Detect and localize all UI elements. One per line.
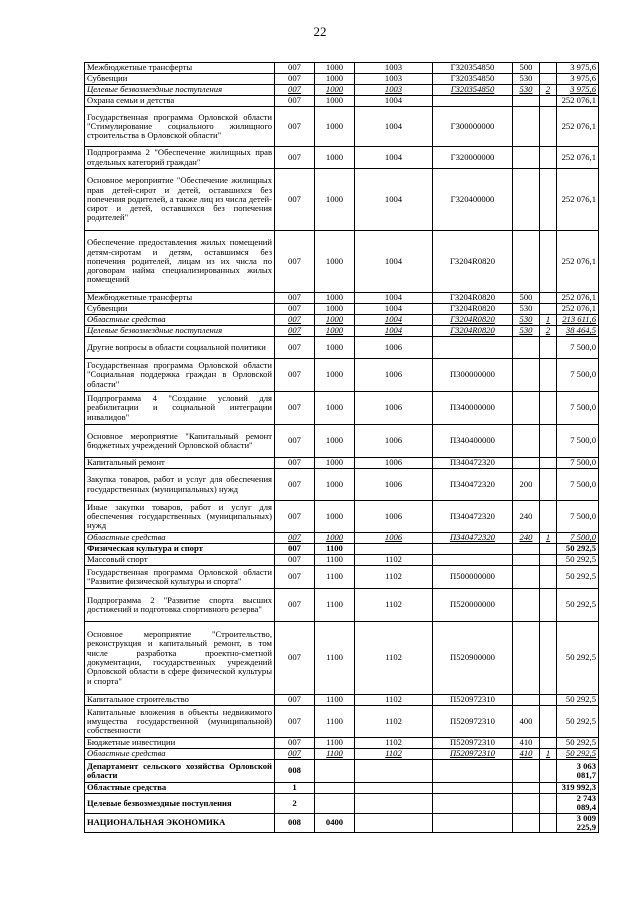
table-row <box>85 96 599 107</box>
expense-type-code <box>513 458 540 469</box>
table-row <box>85 392 599 425</box>
source-code <box>540 695 557 706</box>
section-code: 1100 <box>315 749 355 760</box>
expense-type-code: 530 <box>513 85 540 96</box>
row-name: Государственная программа Орловской области "Стимулирование социального жилищного строительства в Орловской области" <box>85 107 275 147</box>
amount: 213 611,6 <box>557 315 599 326</box>
section-code <box>315 794 355 814</box>
ved-code: 2 <box>275 794 315 814</box>
amount: 50 292,5 <box>557 544 599 555</box>
table-row <box>85 813 599 833</box>
ved-code: 007 <box>275 555 315 566</box>
source-code <box>540 293 557 304</box>
row-name: Областные средства <box>85 783 275 794</box>
subsection-code: 1102 <box>355 622 433 695</box>
ved-code: 007 <box>275 533 315 544</box>
section-code: 1000 <box>315 469 355 501</box>
section-code <box>315 783 355 794</box>
target-article-code: Г320354850 <box>433 63 513 74</box>
target-article-code <box>433 96 513 107</box>
ved-code: 007 <box>275 706 315 738</box>
row-name: Подпрограмма 2 "Развитие спорта высших достижений и подготовка спортивного резерва" <box>85 589 275 622</box>
expense-type-code <box>513 555 540 566</box>
expense-type-code <box>513 794 540 814</box>
source-code <box>540 359 557 392</box>
row-name: Бюджетные инвестиции <box>85 738 275 749</box>
table-row <box>85 706 599 738</box>
expense-type-code <box>513 96 540 107</box>
target-article-code: Г3204R0820 <box>433 326 513 337</box>
amount: 7 500,0 <box>557 392 599 425</box>
target-article-code: П520972310 <box>433 738 513 749</box>
table-row <box>85 85 599 96</box>
section-code: 1000 <box>315 169 355 231</box>
table-row <box>85 589 599 622</box>
target-article-code: П340472320 <box>433 501 513 533</box>
amount: 252 076,1 <box>557 293 599 304</box>
section-code: 1000 <box>315 304 355 315</box>
section-code: 1000 <box>315 107 355 147</box>
expense-type-code <box>513 695 540 706</box>
target-article-code <box>433 555 513 566</box>
row-name: Основное мероприятие "Строительство, реконструкция и капитальный ремонт, в том числе разработка проектно-сметной документации, государственных учреждений Орловской области в сфере физической культуры и спорта" <box>85 622 275 695</box>
amount: 38 464,5 <box>557 326 599 337</box>
expense-type-code <box>513 622 540 695</box>
ved-code: 008 <box>275 760 315 783</box>
expense-type-code <box>513 392 540 425</box>
subsection-code: 1004 <box>355 231 433 293</box>
ved-code: 007 <box>275 169 315 231</box>
source-code <box>540 738 557 749</box>
section-code: 1000 <box>315 231 355 293</box>
table-row <box>85 760 599 783</box>
expense-type-code <box>513 425 540 458</box>
subsection-code <box>355 783 433 794</box>
source-code: 2 <box>540 85 557 96</box>
table-row <box>85 169 599 231</box>
expense-type-code <box>513 783 540 794</box>
table-row <box>85 326 599 337</box>
section-code: 1000 <box>315 533 355 544</box>
expense-type-code <box>513 589 540 622</box>
source-code <box>540 392 557 425</box>
section-code: 1000 <box>315 359 355 392</box>
section-code: 1100 <box>315 544 355 555</box>
ved-code: 007 <box>275 304 315 315</box>
ved-code: 007 <box>275 749 315 760</box>
row-name: Капитальные вложения в объекты недвижимого имущества государственной (муниципальной) собственности <box>85 706 275 738</box>
row-name: Субвенции <box>85 304 275 315</box>
section-code: 1000 <box>315 458 355 469</box>
table-row <box>85 107 599 147</box>
row-name: Областные средства <box>85 533 275 544</box>
section-code: 1000 <box>315 147 355 169</box>
subsection-code: 1003 <box>355 85 433 96</box>
row-name: Капитальное строительство <box>85 695 275 706</box>
source-code <box>540 544 557 555</box>
subsection-code: 1102 <box>355 555 433 566</box>
amount: 7 500,0 <box>557 359 599 392</box>
subsection-code: 1004 <box>355 315 433 326</box>
ved-code: 007 <box>275 315 315 326</box>
table-row <box>85 359 599 392</box>
source-code <box>540 566 557 589</box>
target-article-code: П340472320 <box>433 533 513 544</box>
target-article-code: П520972310 <box>433 695 513 706</box>
ved-code: 007 <box>275 74 315 85</box>
ved-code: 007 <box>275 359 315 392</box>
subsection-code: 1006 <box>355 359 433 392</box>
target-article-code: П340472320 <box>433 469 513 501</box>
target-article-code: П520972310 <box>433 706 513 738</box>
ved-code: 007 <box>275 147 315 169</box>
subsection-code: 1102 <box>355 706 433 738</box>
ved-code: 007 <box>275 231 315 293</box>
amount: 2 743 089,4 <box>557 794 599 814</box>
subsection-code: 1006 <box>355 425 433 458</box>
subsection-code: 1004 <box>355 107 433 147</box>
section-code: 1000 <box>315 63 355 74</box>
table-row <box>85 315 599 326</box>
ved-code: 008 <box>275 813 315 833</box>
subsection-code <box>355 794 433 814</box>
ved-code: 007 <box>275 622 315 695</box>
expense-type-code <box>513 760 540 783</box>
target-article-code: Г3204R0820 <box>433 315 513 326</box>
subsection-code: 1004 <box>355 147 433 169</box>
section-code: 1100 <box>315 622 355 695</box>
row-name: Капитальный ремонт <box>85 458 275 469</box>
amount: 252 076,1 <box>557 304 599 315</box>
table-row <box>85 469 599 501</box>
ved-code: 007 <box>275 566 315 589</box>
expense-type-code: 240 <box>513 501 540 533</box>
row-name: Целевые безвозмездные поступления <box>85 326 275 337</box>
table-row <box>85 749 599 760</box>
ved-code: 007 <box>275 469 315 501</box>
amount: 50 292,5 <box>557 706 599 738</box>
target-article-code: Г300000000 <box>433 107 513 147</box>
ved-code: 007 <box>275 392 315 425</box>
row-name: Субвенции <box>85 74 275 85</box>
subsection-code: 1004 <box>355 304 433 315</box>
ved-code: 007 <box>275 589 315 622</box>
row-name: Целевые безвозмездные поступления <box>85 85 275 96</box>
amount: 3 975,6 <box>557 63 599 74</box>
section-code: 1000 <box>315 85 355 96</box>
section-code: 1000 <box>315 501 355 533</box>
row-name: Иные закупки товаров, работ и услуг для обеспечения государственных (муниципальных) нужд <box>85 501 275 533</box>
table-row <box>85 337 599 359</box>
source-code <box>540 589 557 622</box>
amount: 7 500,0 <box>557 337 599 359</box>
amount: 50 292,5 <box>557 589 599 622</box>
table-row <box>85 555 599 566</box>
ved-code: 007 <box>275 501 315 533</box>
amount: 50 292,5 <box>557 555 599 566</box>
subsection-code: 1003 <box>355 63 433 74</box>
subsection-code: 1102 <box>355 738 433 749</box>
section-code: 1100 <box>315 738 355 749</box>
subsection-code <box>355 813 433 833</box>
amount: 50 292,5 <box>557 695 599 706</box>
source-code <box>540 231 557 293</box>
source-code <box>540 96 557 107</box>
target-article-code <box>433 813 513 833</box>
table-row <box>85 533 599 544</box>
source-code <box>540 169 557 231</box>
amount: 50 292,5 <box>557 738 599 749</box>
ved-code: 007 <box>275 63 315 74</box>
source-code <box>540 783 557 794</box>
source-code: 2 <box>540 326 557 337</box>
target-article-code: Г320354850 <box>433 85 513 96</box>
subsection-code: 1006 <box>355 392 433 425</box>
expense-type-code: 500 <box>513 293 540 304</box>
source-code <box>540 107 557 147</box>
amount: 3 063 081,7 <box>557 760 599 783</box>
source-code: 1 <box>540 315 557 326</box>
table-row <box>85 63 599 74</box>
target-article-code: Г3204R0820 <box>433 304 513 315</box>
section-code: 1000 <box>315 392 355 425</box>
expense-type-code: 200 <box>513 469 540 501</box>
source-code <box>540 555 557 566</box>
source-code <box>540 425 557 458</box>
target-article-code: П500000000 <box>433 566 513 589</box>
expense-type-code <box>513 813 540 833</box>
amount: 7 500,0 <box>557 425 599 458</box>
expense-type-code: 530 <box>513 315 540 326</box>
source-code <box>540 706 557 738</box>
target-article-code <box>433 783 513 794</box>
expense-type-code: 500 <box>513 63 540 74</box>
target-article-code: Г320400000 <box>433 169 513 231</box>
subsection-code <box>355 544 433 555</box>
expense-type-code <box>513 147 540 169</box>
subsection-code: 1004 <box>355 326 433 337</box>
row-name: Областные средства <box>85 749 275 760</box>
source-code <box>540 337 557 359</box>
expense-type-code: 410 <box>513 738 540 749</box>
expense-type-code: 530 <box>513 326 540 337</box>
amount: 252 076,1 <box>557 107 599 147</box>
amount: 252 076,1 <box>557 231 599 293</box>
subsection-code: 1102 <box>355 589 433 622</box>
target-article-code: П340472320 <box>433 458 513 469</box>
expense-type-code: 240 <box>513 533 540 544</box>
subsection-code: 1006 <box>355 533 433 544</box>
row-name: Охрана семьи и детства <box>85 96 275 107</box>
row-name: Подпрограмма 2 "Обеспечение жилищных прав отдельных категорий граждан" <box>85 147 275 169</box>
source-code <box>540 458 557 469</box>
source-code <box>540 74 557 85</box>
amount: 50 292,5 <box>557 749 599 760</box>
subsection-code <box>355 760 433 783</box>
subsection-code: 1004 <box>355 169 433 231</box>
ved-code: 007 <box>275 738 315 749</box>
section-code: 1100 <box>315 555 355 566</box>
section-code: 1000 <box>315 96 355 107</box>
budget-table <box>84 62 599 833</box>
table-row <box>85 231 599 293</box>
target-article-code: П340000000 <box>433 392 513 425</box>
amount: 252 076,1 <box>557 96 599 107</box>
ved-code: 007 <box>275 85 315 96</box>
expense-type-code: 400 <box>513 706 540 738</box>
ved-code: 007 <box>275 107 315 147</box>
row-name: Другие вопросы в области социальной политики <box>85 337 275 359</box>
ved-code: 007 <box>275 425 315 458</box>
target-article-code: Г320354850 <box>433 74 513 85</box>
row-name: Закупка товаров, работ и услуг для обеспечения государственных (муниципальных) нужд <box>85 469 275 501</box>
amount: 252 076,1 <box>557 147 599 169</box>
source-code <box>540 622 557 695</box>
subsection-code: 1102 <box>355 749 433 760</box>
row-name: Межбюджетные трансферты <box>85 63 275 74</box>
expense-type-code <box>513 544 540 555</box>
ved-code: 007 <box>275 695 315 706</box>
source-code <box>540 304 557 315</box>
section-code <box>315 760 355 783</box>
subsection-code: 1102 <box>355 566 433 589</box>
section-code: 1100 <box>315 695 355 706</box>
target-article-code <box>433 337 513 359</box>
subsection-code: 1006 <box>355 501 433 533</box>
ved-code: 007 <box>275 293 315 304</box>
row-name: Областные средства <box>85 315 275 326</box>
target-article-code: П520000000 <box>433 589 513 622</box>
source-code <box>540 501 557 533</box>
expense-type-code: 530 <box>513 304 540 315</box>
amount: 319 992,3 <box>557 783 599 794</box>
row-name: Межбюджетные трансферты <box>85 293 275 304</box>
expense-type-code: 530 <box>513 74 540 85</box>
section-code: 1100 <box>315 566 355 589</box>
section-code: 1100 <box>315 589 355 622</box>
source-code <box>540 794 557 814</box>
subsection-code: 1006 <box>355 469 433 501</box>
source-code <box>540 760 557 783</box>
ved-code: 007 <box>275 96 315 107</box>
table-row <box>85 425 599 458</box>
target-article-code: П340400000 <box>433 425 513 458</box>
target-article-code <box>433 760 513 783</box>
table-row <box>85 695 599 706</box>
expense-type-code <box>513 169 540 231</box>
section-code: 1000 <box>315 425 355 458</box>
table-row <box>85 501 599 533</box>
source-code: 1 <box>540 749 557 760</box>
expense-type-code <box>513 566 540 589</box>
table-row <box>85 566 599 589</box>
amount: 7 500,0 <box>557 501 599 533</box>
section-code: 1000 <box>315 293 355 304</box>
source-code <box>540 63 557 74</box>
amount: 252 076,1 <box>557 169 599 231</box>
ved-code: 007 <box>275 326 315 337</box>
row-name: Основное мероприятие "Капитальный ремонт бюджетных учреждений Орловской области" <box>85 425 275 458</box>
expense-type-code: 410 <box>513 749 540 760</box>
ved-code: 007 <box>275 544 315 555</box>
section-code: 1100 <box>315 706 355 738</box>
section-code: 1000 <box>315 74 355 85</box>
source-code <box>540 813 557 833</box>
source-code: 1 <box>540 533 557 544</box>
table-row <box>85 74 599 85</box>
amount: 50 292,5 <box>557 622 599 695</box>
amount: 50 292,5 <box>557 566 599 589</box>
row-name: Подпрограмма 4 "Создание условий для реабилитации и социальной интеграции инвалидов" <box>85 392 275 425</box>
table-row <box>85 304 599 315</box>
amount: 3 975,6 <box>557 85 599 96</box>
subsection-code: 1006 <box>355 337 433 359</box>
expense-type-code <box>513 231 540 293</box>
target-article-code: П520972310 <box>433 749 513 760</box>
subsection-code: 1004 <box>355 96 433 107</box>
row-name: НАЦИОНАЛЬНАЯ ЭКОНОМИКА <box>85 813 275 833</box>
row-name: Целевые безвозмездные поступления <box>85 794 275 814</box>
expense-type-code <box>513 107 540 147</box>
subsection-code: 1003 <box>355 74 433 85</box>
amount: 7 500,0 <box>557 469 599 501</box>
expense-type-code <box>513 337 540 359</box>
row-name: Основное мероприятие "Обеспечение жилищных прав детей-сирот и детей, оставшихся без попечения родителей, а также лиц из числа детей-сирот и детей, оставшихся без попечения родителей" <box>85 169 275 231</box>
table-row <box>85 783 599 794</box>
page-number: 22 <box>313 24 327 39</box>
source-code <box>540 147 557 169</box>
section-code: 0400 <box>315 813 355 833</box>
target-article-code <box>433 794 513 814</box>
row-name: Обеспечение предоставления жилых помещений детям-сиротам и детям, оставшимся без попечения родителей, лицам из их числа по договорам найма специализированных жилых помещений <box>85 231 275 293</box>
subsection-code: 1102 <box>355 695 433 706</box>
section-code: 1000 <box>315 326 355 337</box>
row-name: Физическая культура и спорт <box>85 544 275 555</box>
section-code: 1000 <box>315 337 355 359</box>
section-code: 1000 <box>315 315 355 326</box>
table-row <box>85 293 599 304</box>
table-row <box>85 622 599 695</box>
amount: 7 500,0 <box>557 533 599 544</box>
row-name: Департамент сельского хозяйства Орловской области <box>85 760 275 783</box>
target-article-code: Г3204R0820 <box>433 293 513 304</box>
target-article-code: П520900000 <box>433 622 513 695</box>
table-row <box>85 458 599 469</box>
target-article-code <box>433 544 513 555</box>
table-row <box>85 738 599 749</box>
row-name: Массовый спорт <box>85 555 275 566</box>
subsection-code: 1006 <box>355 458 433 469</box>
ved-code: 1 <box>275 783 315 794</box>
table-row <box>85 147 599 169</box>
target-article-code: Г320000000 <box>433 147 513 169</box>
table-row <box>85 544 599 555</box>
row-name: Государственная программа Орловской области "Социальная поддержка граждан в Орловской области" <box>85 359 275 392</box>
target-article-code: П300000000 <box>433 359 513 392</box>
source-code <box>540 469 557 501</box>
amount: 3 009 225,9 <box>557 813 599 833</box>
expense-type-code <box>513 359 540 392</box>
amount: 7 500,0 <box>557 458 599 469</box>
subsection-code: 1004 <box>355 293 433 304</box>
amount: 3 975,6 <box>557 74 599 85</box>
ved-code: 007 <box>275 458 315 469</box>
row-name: Государственная программа Орловской области "Развитие физической культуры и спорта" <box>85 566 275 589</box>
table-row <box>85 794 599 814</box>
target-article-code: Г3204R0820 <box>433 231 513 293</box>
ved-code: 007 <box>275 337 315 359</box>
